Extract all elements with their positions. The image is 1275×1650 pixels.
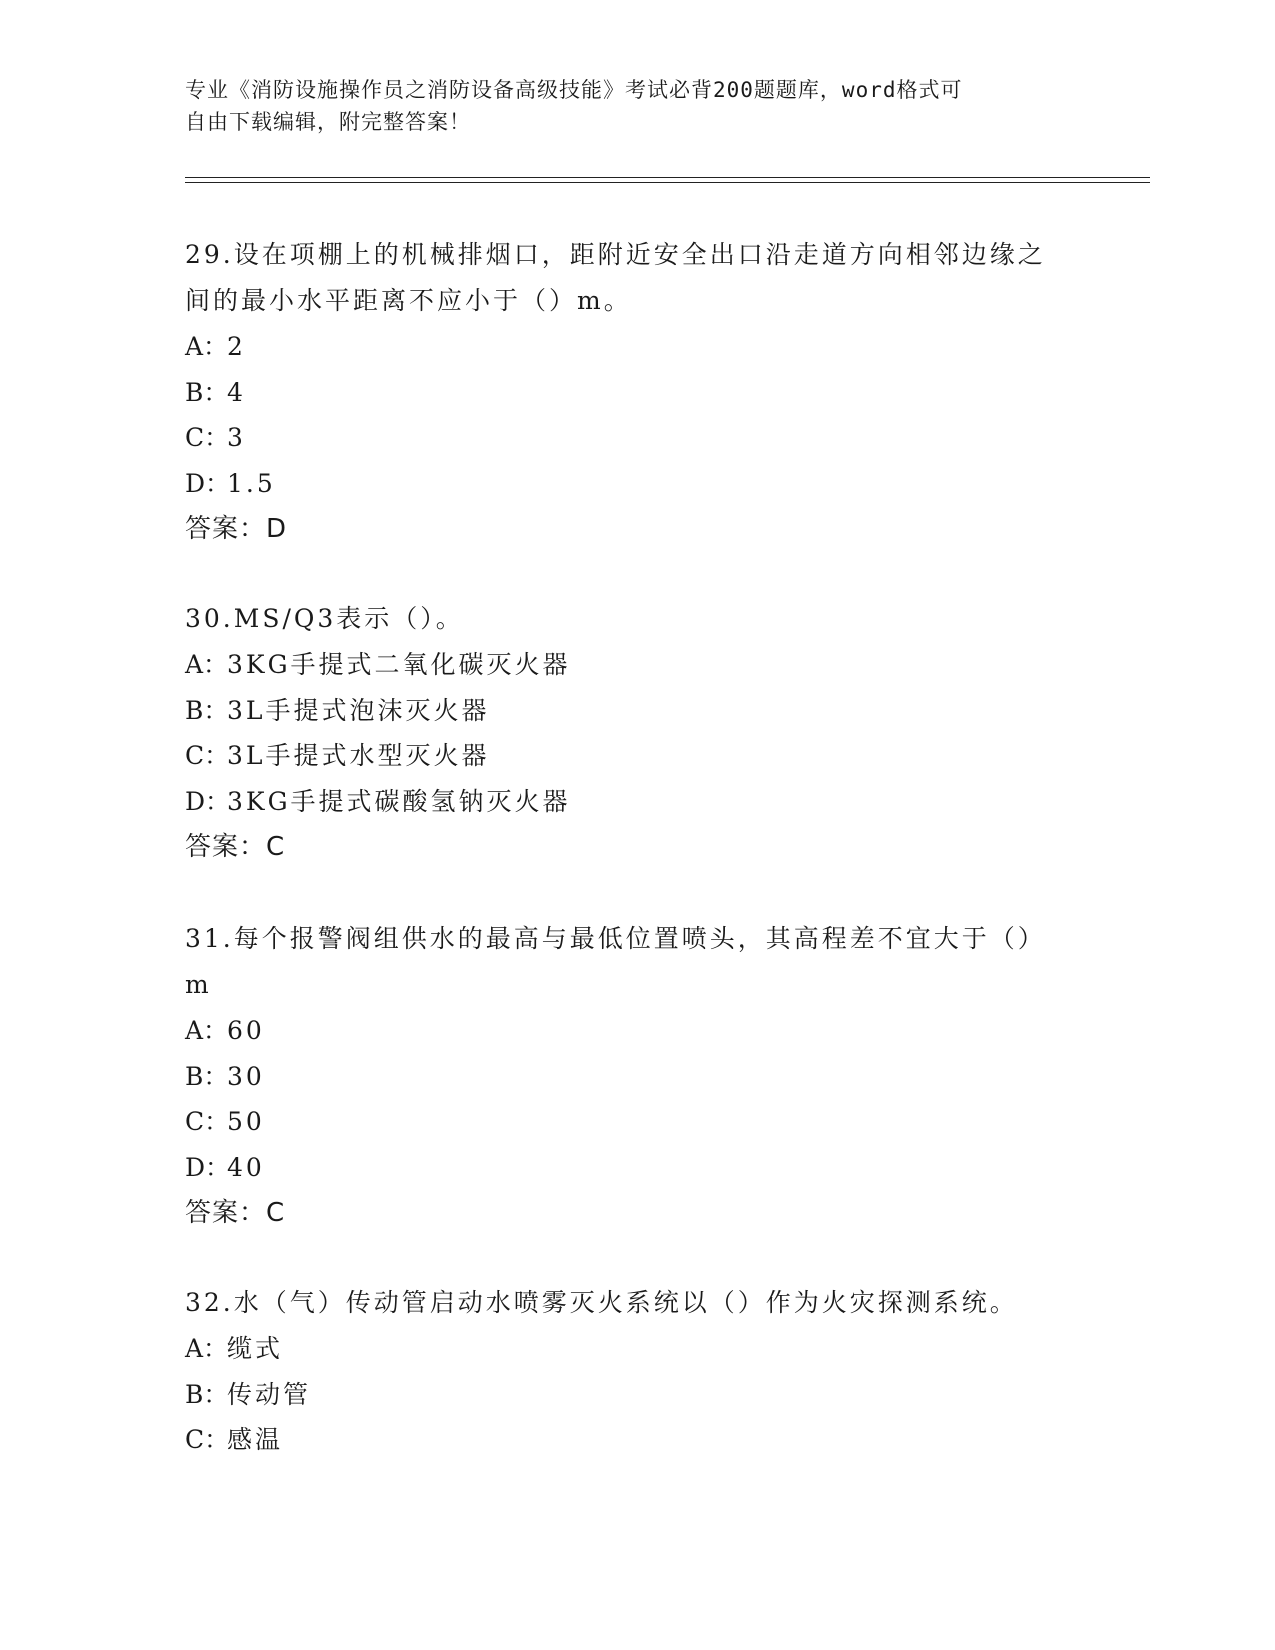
option-c [185, 1417, 1085, 1463]
option-d [185, 779, 1085, 825]
option-c [185, 1099, 1085, 1145]
option-text: 3KG手提式碳酸氢钠灭火器 [227, 786, 571, 816]
option-key: B： [185, 1379, 229, 1409]
question-30 [185, 596, 1085, 870]
option-c [185, 733, 1085, 779]
option-text: 3KG手提式二氧化碳灭火器 [227, 650, 571, 679]
option-key: A： [185, 332, 229, 361]
option-b [185, 1372, 1085, 1418]
option-text: 4 [227, 377, 246, 407]
option-a [185, 324, 1085, 370]
option-key: A： [185, 650, 229, 679]
option-c [185, 415, 1085, 461]
option-key: D： [185, 786, 231, 816]
header-divider-bottom [185, 182, 1150, 183]
option-key: A： [185, 1016, 229, 1045]
document-header [185, 74, 1065, 138]
option-b [185, 1054, 1085, 1100]
answer-line: 答案：D [185, 514, 288, 544]
option-key: C： [185, 1107, 230, 1136]
option-text: 60 [227, 1016, 265, 1045]
option-text: 传动管 [227, 1379, 312, 1409]
option-key: B： [185, 695, 229, 725]
option-key: D： [185, 1152, 231, 1182]
option-key: B： [185, 377, 229, 407]
option-text: 50 [227, 1107, 265, 1136]
question-stem-line: m [185, 970, 212, 999]
option-text: 30 [227, 1061, 265, 1091]
option-d [185, 461, 1085, 507]
option-key: C： [185, 423, 230, 452]
option-text: 感温 [227, 1425, 284, 1454]
option-text: 缆式 [227, 1334, 284, 1363]
answer-line: 答案：C [185, 832, 286, 862]
option-a [185, 642, 1085, 688]
option-text: 2 [227, 332, 246, 361]
option-text: 3L手提式水型灭火器 [227, 741, 490, 770]
question-31 [185, 916, 1085, 1236]
header-divider-top [185, 177, 1150, 178]
option-key: C： [185, 741, 230, 770]
question-stem-line: 29.设在项棚上的机械排烟口，距附近安全出口沿走道方向相邻边缘之 [185, 240, 1046, 269]
header-line-1: 专业《消防设施操作员之消防设备高级技能》考试必背200题题库，word格式可 [185, 78, 963, 102]
option-text: 3L手提式泡沫灭火器 [227, 695, 490, 725]
option-key: C： [185, 1425, 230, 1454]
option-text: 1.5 [227, 468, 276, 498]
question-29 [185, 232, 1085, 552]
option-a [185, 1008, 1085, 1054]
question-stem-line: 30.MS/Q3表示（）。 [185, 604, 464, 633]
header-line-2: 自由下载编辑，附完整答案！ [185, 110, 471, 134]
option-text: 40 [227, 1152, 265, 1182]
question-stem-line: 31.每个报警阀组供水的最高与最低位置喷头，其高程差不宜大于（） [185, 924, 1046, 953]
question-stem-line: 32.水（气）传动管启动水喷雾灭火系统以（）作为火灾探测系统。 [185, 1288, 1018, 1317]
question-32 [185, 1280, 1085, 1463]
option-d [185, 1145, 1085, 1191]
option-key: D： [185, 468, 231, 498]
question-stem-line: 间的最小水平距离不应小于（）m。 [185, 286, 632, 315]
option-a [185, 1326, 1085, 1372]
answer-line: 答案：C [185, 1198, 286, 1228]
option-text: 3 [227, 423, 246, 452]
option-key: B： [185, 1061, 229, 1091]
option-b [185, 688, 1085, 734]
option-key: A： [185, 1334, 229, 1363]
option-b [185, 370, 1085, 416]
